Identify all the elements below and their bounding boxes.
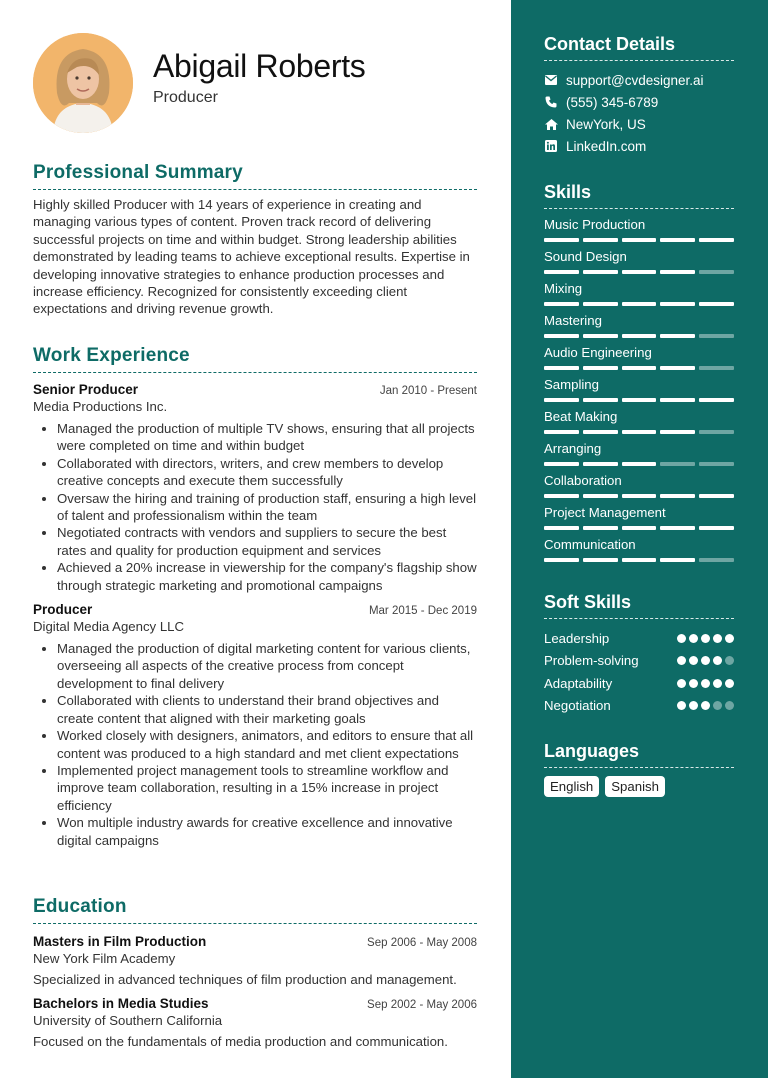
skill-level-segment — [622, 398, 657, 402]
work-section — [33, 345, 477, 849]
skill-level-segment — [544, 270, 579, 274]
skill-level-bar — [544, 430, 734, 434]
language-tag: Spanish — [605, 776, 665, 797]
skill-level-segment — [544, 302, 579, 306]
contact-linkedin-text: LinkedIn.com — [566, 138, 647, 154]
contact-location — [544, 113, 734, 135]
job-date: Jan 2010 - Present — [379, 385, 477, 397]
soft-skill-name: Leadership — [544, 630, 610, 646]
skill-level-segment — [583, 398, 618, 402]
skill-level-segment — [622, 494, 657, 498]
skill-name: Audio Engineering — [544, 345, 652, 360]
skill-level-segment — [544, 334, 579, 338]
skill-level-segment — [544, 494, 579, 498]
soft-skill-item — [544, 650, 734, 673]
list-item: • Negotiated contracts with vendors and suppliers to secure the best rates and quality for production equipment and services — [57, 524, 477, 559]
job-entry — [33, 602, 477, 849]
soft-skill-item — [544, 695, 734, 718]
phone-icon — [544, 95, 558, 109]
skill-level-segment — [583, 366, 618, 370]
rating-dot — [725, 656, 734, 665]
avatar — [33, 33, 133, 133]
soft-skills-list — [544, 627, 734, 717]
sidebar — [511, 0, 768, 1078]
summary-section — [33, 162, 477, 318]
skill-level-segment — [660, 270, 695, 274]
school-name: University of Southern California — [33, 1013, 223, 1028]
linkedin-icon — [544, 139, 558, 153]
section-title: Work Experience — [33, 345, 477, 373]
skill-level-segment — [660, 238, 695, 242]
rating-dot — [677, 679, 686, 688]
skill-level-segment — [699, 462, 734, 466]
skill-item — [544, 409, 734, 441]
skill-item — [544, 345, 734, 377]
rating-dot — [725, 634, 734, 643]
candidate-name: Abigail Roberts — [153, 48, 366, 84]
job-title: Producer — [33, 602, 93, 618]
skill-level-segment — [583, 302, 618, 306]
skill-level-segment — [544, 462, 579, 466]
skill-level-segment — [583, 430, 618, 434]
contact-phone-text: (555) 345-6789 — [566, 94, 659, 110]
envelope-icon — [544, 73, 558, 87]
skill-level-segment — [583, 558, 618, 562]
list-item: • Implemented project management tools to streamline workflow and improve team collaboration, resulting in a 15% increase in project efficiency — [57, 762, 477, 814]
rating-dot — [689, 679, 698, 688]
section-title: Contact Details — [544, 34, 734, 61]
skill-item — [544, 377, 734, 409]
rating-dot — [701, 656, 710, 665]
rating-dot — [701, 701, 710, 710]
job-entry — [33, 382, 477, 594]
skill-level-bar — [544, 462, 734, 466]
skill-level-segment — [544, 526, 579, 530]
soft-skill-rating — [677, 701, 734, 710]
skill-level-bar — [544, 334, 734, 338]
rating-dot — [713, 656, 722, 665]
education-entry — [33, 934, 477, 987]
rating-dot — [701, 634, 710, 643]
skill-level-segment — [699, 494, 734, 498]
skill-name: Communication — [544, 537, 636, 552]
skill-level-segment — [544, 430, 579, 434]
rating-dot — [713, 634, 722, 643]
home-icon — [544, 117, 558, 131]
skill-level-segment — [583, 270, 618, 274]
list-item: • Managed the production of multiple TV shows, ensuring that all projects were completed on time and within budget — [57, 420, 477, 455]
rating-dot — [677, 701, 686, 710]
skill-level-segment — [583, 526, 618, 530]
rating-dot — [677, 656, 686, 665]
rating-dot — [725, 701, 734, 710]
skills-list — [544, 217, 734, 569]
rating-dot — [689, 656, 698, 665]
skill-level-segment — [622, 270, 657, 274]
skill-level-segment — [583, 334, 618, 338]
languages-section — [544, 741, 734, 797]
rating-dot — [689, 701, 698, 710]
rating-dot — [713, 701, 722, 710]
skill-name: Collaboration — [544, 473, 622, 488]
skill-level-segment — [699, 366, 734, 370]
rating-dot — [701, 679, 710, 688]
skill-item — [544, 281, 734, 313]
section-title: Languages — [544, 741, 734, 768]
contact-linkedin[interactable] — [544, 135, 734, 157]
contact-location-text: NewYork, US — [566, 116, 646, 132]
contact-email[interactable] — [544, 69, 734, 91]
skill-level-segment — [699, 558, 734, 562]
skill-level-segment — [544, 238, 579, 242]
skill-level-segment — [583, 238, 618, 242]
skill-name: Sampling — [544, 377, 599, 392]
education-description: Focused on the fundamentals of media production and communication. — [33, 1034, 448, 1049]
skill-item — [544, 537, 734, 569]
skill-level-segment — [622, 238, 657, 242]
skill-level-segment — [660, 334, 695, 338]
skill-level-segment — [660, 558, 695, 562]
skill-name: Music Production — [544, 217, 646, 232]
skill-level-segment — [544, 398, 579, 402]
skill-level-bar — [544, 558, 734, 562]
education-entry — [33, 996, 477, 1049]
skill-name: Arranging — [544, 441, 602, 456]
skill-level-segment — [699, 334, 734, 338]
contact-section — [544, 34, 734, 157]
soft-skill-item — [544, 672, 734, 695]
rating-dot — [713, 679, 722, 688]
school-name: New York Film Academy — [33, 951, 176, 966]
skill-level-bar — [544, 302, 734, 306]
skill-level-segment — [622, 526, 657, 530]
skill-level-bar — [544, 270, 734, 274]
job-title: Senior Producer — [33, 382, 139, 397]
skill-level-bar — [544, 238, 734, 242]
soft-skill-name: Adaptability — [544, 675, 613, 691]
contact-phone[interactable] — [544, 91, 734, 113]
skill-name: Beat Making — [544, 409, 618, 424]
skill-level-segment — [583, 494, 618, 498]
soft-skill-name: Negotiation — [544, 698, 611, 714]
soft-skill-rating — [677, 634, 734, 643]
section-title: Soft Skills — [544, 592, 734, 619]
skill-item — [544, 441, 734, 473]
skill-level-segment — [583, 462, 618, 466]
skill-level-segment — [699, 526, 734, 530]
skill-level-segment — [622, 558, 657, 562]
skill-level-segment — [660, 398, 695, 402]
skill-level-segment — [699, 430, 734, 434]
job-date: Mar 2015 - Dec 2019 — [368, 605, 477, 618]
skill-level-segment — [544, 558, 579, 562]
section-title: Education — [33, 896, 477, 924]
job-company: Digital Media Agency LLC — [33, 619, 185, 635]
list-item: • Collaborated with directors, writers, and crew members to develop creative concepts and execute them successfully — [57, 455, 477, 490]
skill-level-segment — [622, 430, 657, 434]
skill-level-segment — [622, 334, 657, 338]
list-item: • Won multiple industry awards for creative excellence and innovative digital campaigns — [57, 814, 477, 849]
skill-level-segment — [699, 398, 734, 402]
soft-skill-rating — [677, 679, 734, 688]
skill-level-segment — [660, 494, 695, 498]
soft-skill-item — [544, 627, 734, 650]
rating-dot — [725, 679, 734, 688]
skill-level-segment — [660, 302, 695, 306]
skill-item — [544, 313, 734, 345]
candidate-role: Producer — [153, 89, 218, 106]
skill-level-segment — [699, 270, 734, 274]
section-title: Skills — [544, 182, 734, 209]
soft-skill-name: Problem-solving — [544, 653, 639, 669]
skill-level-segment — [660, 462, 695, 466]
education-date: Sep 2006 - May 2008 — [367, 937, 477, 949]
skill-level-segment — [660, 526, 695, 530]
contact-email-text: support@cvdesigner.ai — [566, 72, 704, 88]
education-section — [33, 896, 477, 1049]
skill-level-segment — [660, 366, 695, 370]
skill-name: Sound Design — [544, 249, 627, 264]
degree-title: Masters in Film Production — [33, 934, 207, 949]
skill-name: Mastering — [544, 313, 602, 328]
skill-level-bar — [544, 526, 734, 530]
education-date: Sep 2002 - May 2006 — [367, 999, 477, 1011]
language-tags — [544, 776, 734, 797]
skill-item — [544, 249, 734, 281]
skill-level-segment — [622, 366, 657, 370]
summary-text: Highly skilled Producer with 14 years of experience in creating and managing various types of content. Proven track record of delivering successful projects on time and within budget. Strong leadership abilities demonstrated by leading teams to achieve exceptional results. Expertise in developing innovative strategies to enhance production processes and increase efficiency. Recognized for consistently exceeding client expectations and driving revenue growth. — [33, 197, 470, 317]
job-company: Media Productions Inc. — [33, 399, 168, 414]
list-item: • Oversaw the hiring and training of production staff, ensuring a high level of talent and professionalism within the team — [57, 490, 477, 525]
skill-name: Mixing — [544, 281, 583, 296]
profile-photo — [33, 33, 133, 133]
skill-level-segment — [544, 366, 579, 370]
skill-level-segment — [622, 302, 657, 306]
soft-skill-rating — [677, 656, 734, 665]
list-item: • Collaborated with clients to understand their brand objectives and create content that aligned with their marketing goals — [57, 692, 477, 727]
education-description: Specialized in advanced techniques of film production and management. — [33, 972, 457, 987]
degree-title: Bachelors in Media Studies — [33, 996, 209, 1011]
skill-item — [544, 217, 734, 249]
skill-level-bar — [544, 366, 734, 370]
skill-item — [544, 505, 734, 537]
soft-skills-section — [544, 592, 734, 717]
skill-level-segment — [699, 302, 734, 306]
list-item: • Managed the production of digital marketing content for various clients, overseeing all aspects of the creative process from concept development to final delivery — [57, 640, 477, 692]
rating-dot — [689, 634, 698, 643]
skill-item — [544, 473, 734, 505]
rating-dot — [677, 634, 686, 643]
skill-level-segment — [660, 430, 695, 434]
list-item: • Worked closely with designers, animators, and editors to ensure that all content was produced to a high standard and met client expectations — [57, 727, 477, 762]
list-item: • Achieved a 20% increase in viewership for the company's flagship show through strategic marketing and promotional campaigns — [57, 559, 477, 594]
skill-level-bar — [544, 398, 734, 402]
skill-level-bar — [544, 494, 734, 498]
skill-level-segment — [622, 462, 657, 466]
skill-level-segment — [699, 238, 734, 242]
skill-name: Project Management — [544, 505, 666, 520]
language-tag: English — [544, 776, 599, 797]
section-title: Professional Summary — [33, 162, 477, 190]
skills-section — [544, 182, 734, 569]
